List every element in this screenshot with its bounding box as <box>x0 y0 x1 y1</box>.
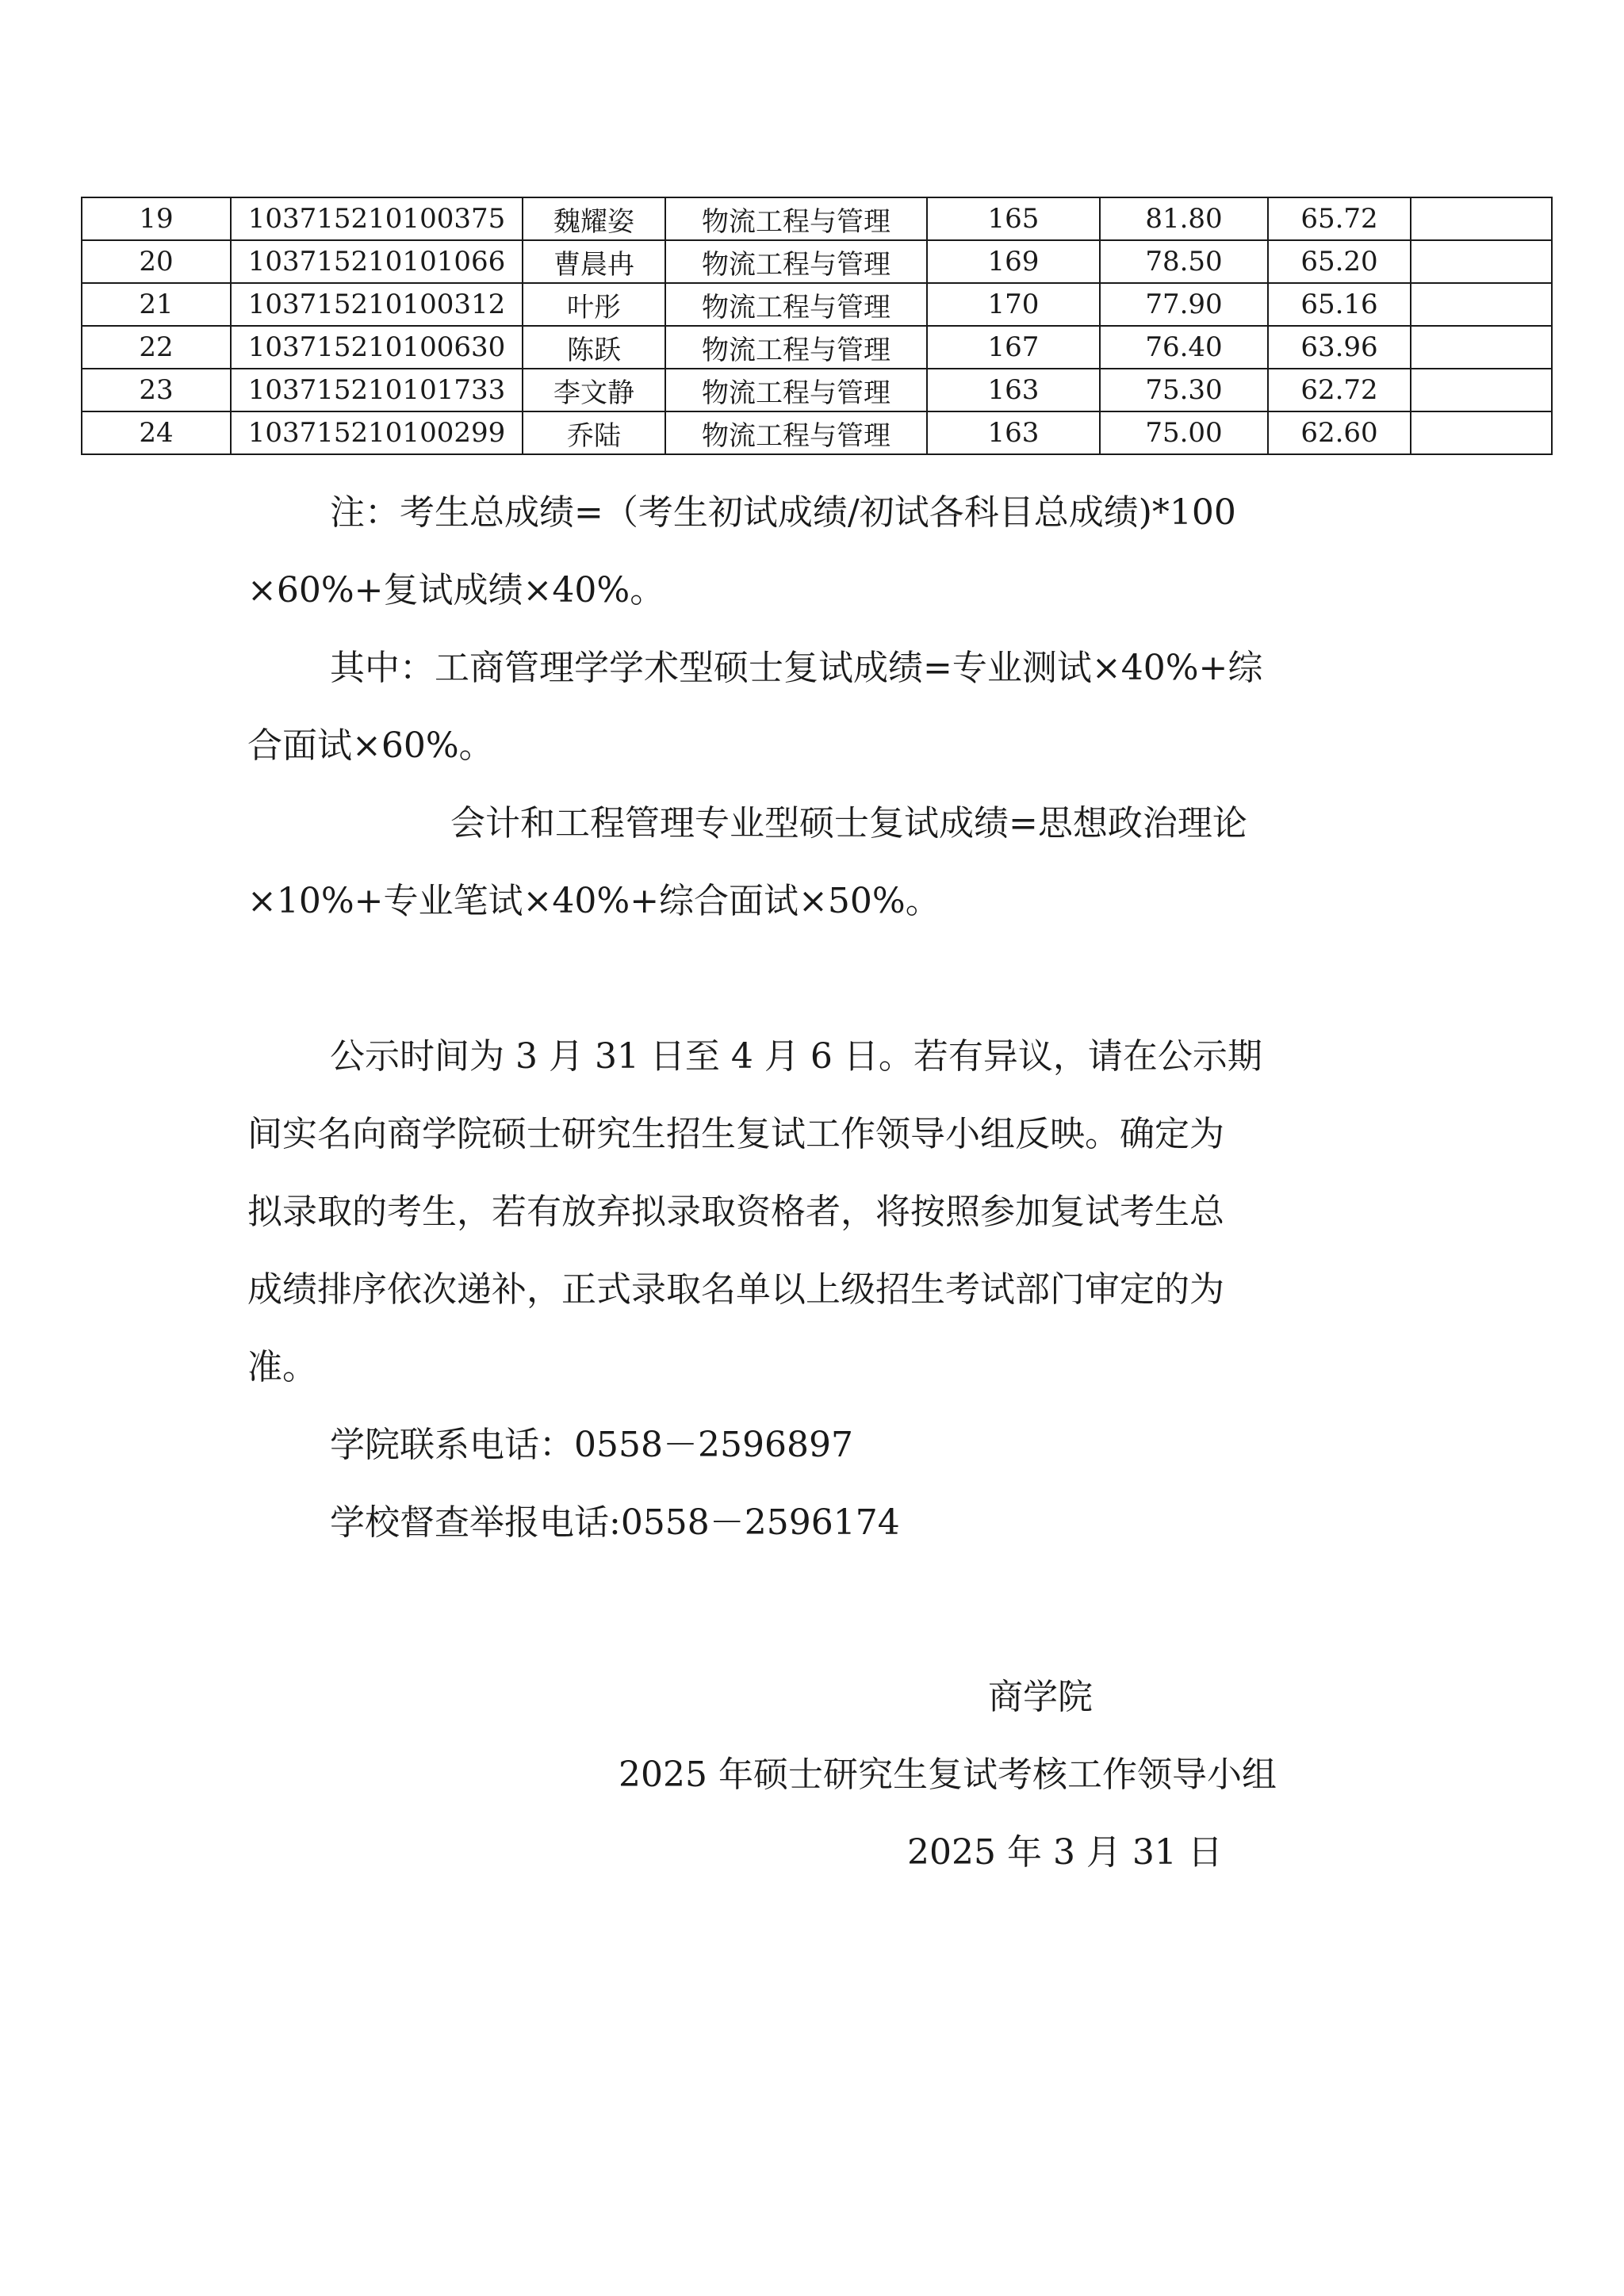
note-formula-line-1: 注：考生总成绩=（考生初试成绩/初试各科目总成绩)*100 <box>330 492 1236 533</box>
retest-score-cell: 78.50 <box>1100 240 1268 283</box>
note-academic-line-2: 合面试×60%。 <box>247 725 494 766</box>
total-score-cell: 65.20 <box>1268 240 1411 283</box>
candidate-name-cell: 陈跃 <box>523 326 665 369</box>
remark-cell <box>1411 411 1552 454</box>
table-row <box>82 411 1552 454</box>
table-row <box>82 369 1552 411</box>
major-cell: 物流工程与管理 <box>665 240 927 283</box>
total-score-cell: 65.72 <box>1268 197 1411 240</box>
retest-score-cell: 76.40 <box>1100 326 1268 369</box>
candidate-name-cell: 叶彤 <box>523 283 665 326</box>
note-professional-line-1: 会计和工程管理专业型硕士复试成绩=思想政治理论 <box>450 803 1247 844</box>
total-score-cell: 63.96 <box>1268 326 1411 369</box>
candidate-id-cell: 103715210100299 <box>231 411 523 454</box>
initial-score-cell: 163 <box>927 411 1100 454</box>
major-cell: 物流工程与管理 <box>665 326 927 369</box>
initial-score-cell: 165 <box>927 197 1100 240</box>
note-academic-line-1: 其中：工商管理学学术型硕士复试成绩=专业测试×40%+综 <box>330 648 1263 688</box>
initial-score-cell: 163 <box>927 369 1100 411</box>
row-number-cell: 23 <box>82 369 231 411</box>
table-row <box>82 240 1552 283</box>
retest-score-cell: 77.90 <box>1100 283 1268 326</box>
candidate-id-cell: 103715210100375 <box>231 197 523 240</box>
retest-score-cell: 81.80 <box>1100 197 1268 240</box>
announcement-line-1: 公示时间为 3 月 31 日至 4 月 6 日。若有异议，请在公示期 <box>330 1036 1262 1077</box>
announcement-line-2: 间实名向商学院硕士研究生招生复试工作领导小组反映。确定为 <box>247 1114 1224 1154</box>
row-number-cell: 21 <box>82 283 231 326</box>
candidate-id-cell: 103715210101733 <box>231 369 523 411</box>
candidate-name-cell: 魏耀姿 <box>523 197 665 240</box>
major-cell: 物流工程与管理 <box>665 411 927 454</box>
remark-cell <box>1411 197 1552 240</box>
major-cell: 物流工程与管理 <box>665 283 927 326</box>
total-score-cell: 62.60 <box>1268 411 1411 454</box>
initial-score-cell: 169 <box>927 240 1100 283</box>
remark-cell <box>1411 326 1552 369</box>
admission-score-table <box>81 197 1553 455</box>
initial-score-cell: 170 <box>927 283 1100 326</box>
table-row <box>82 326 1552 369</box>
major-cell: 物流工程与管理 <box>665 369 927 411</box>
announcement-line-5: 准。 <box>247 1347 317 1387</box>
note-formula-line-2: ×60%+复试成绩×40%。 <box>247 570 665 610</box>
candidate-id-cell: 103715210101066 <box>231 240 523 283</box>
remark-cell <box>1411 369 1552 411</box>
total-score-cell: 62.72 <box>1268 369 1411 411</box>
school-report-phone: 学校督查举报电话:0558－2596174 <box>330 1502 900 1543</box>
signature-group: 2025 年硕士研究生复试考核工作领导小组 <box>619 1755 1277 1795</box>
table-row <box>82 197 1552 240</box>
note-professional-line-2: ×10%+专业笔试×40%+综合面试×50%。 <box>247 881 940 921</box>
remark-cell <box>1411 240 1552 283</box>
signature-date: 2025 年 3 月 31 日 <box>907 1832 1223 1873</box>
candidate-id-cell: 103715210100312 <box>231 283 523 326</box>
row-number-cell: 20 <box>82 240 231 283</box>
candidate-name-cell: 曹晨冉 <box>523 240 665 283</box>
retest-score-cell: 75.30 <box>1100 369 1268 411</box>
candidate-name-cell: 乔陆 <box>523 411 665 454</box>
row-number-cell: 24 <box>82 411 231 454</box>
row-number-cell: 19 <box>82 197 231 240</box>
candidate-name-cell: 李文静 <box>523 369 665 411</box>
announcement-line-4: 成绩排序依次递补，正式录取名单以上级招生考试部门审定的为 <box>247 1269 1224 1310</box>
major-cell: 物流工程与管理 <box>665 197 927 240</box>
candidate-id-cell: 103715210100630 <box>231 326 523 369</box>
row-number-cell: 22 <box>82 326 231 369</box>
college-contact-phone: 学院联系电话：0558－2596897 <box>330 1425 853 1465</box>
remark-cell <box>1411 283 1552 326</box>
initial-score-cell: 167 <box>927 326 1100 369</box>
announcement-line-3: 拟录取的考生，若有放弃拟录取资格者，将按照参加复试考生总 <box>247 1192 1224 1232</box>
table-body <box>82 197 1552 454</box>
total-score-cell: 65.16 <box>1268 283 1411 326</box>
table-row <box>82 283 1552 326</box>
signature-org: 商学院 <box>988 1677 1093 1717</box>
retest-score-cell: 75.00 <box>1100 411 1268 454</box>
